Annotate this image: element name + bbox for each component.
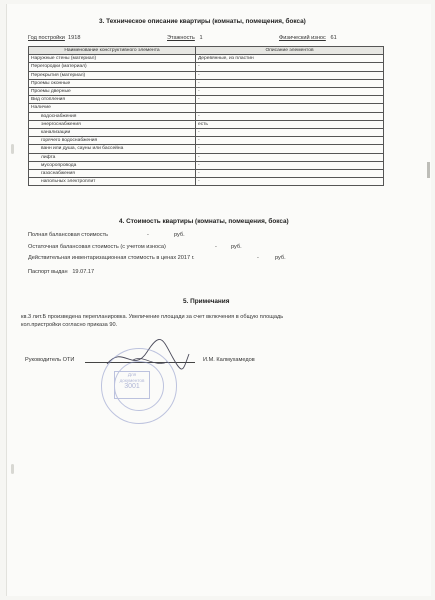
table-row: [29, 104, 384, 112]
element-name-cell: Наличие: [29, 104, 196, 112]
table-row: [29, 145, 384, 153]
element-description-cell: -: [196, 170, 384, 178]
table-row: [29, 178, 384, 186]
stamp-line-2: документов: [119, 378, 145, 383]
element-name-cell: горячего водоснабжения: [29, 137, 196, 145]
element-name-cell: энергоснабжения: [29, 120, 196, 128]
residual-label: Остаточная балансовая стоимость (с учетом износа): [28, 244, 166, 250]
issued-label: Паспорт выдан: [28, 269, 68, 275]
element-name-cell: мусоропровода: [29, 161, 196, 169]
element-name-cell: канализации: [29, 129, 196, 137]
table-row: [29, 63, 384, 71]
floors-field: [167, 35, 203, 41]
note-line-1: кв.3 лит.Б произведена перепланировка. Увеличение площади за счет включения в общую площадь: [21, 314, 284, 320]
element-name-cell: ванн или душа, сауны или бассейна: [29, 145, 196, 153]
element-name-cell: напольных электроплит: [29, 178, 196, 186]
table-row: [29, 96, 384, 104]
element-description-cell: -: [196, 71, 384, 79]
residual-value: -: [215, 244, 217, 250]
residual-unit: руб.: [231, 244, 242, 250]
table-row: [29, 153, 384, 161]
element-description-cell: -: [196, 96, 384, 104]
table-row: [29, 120, 384, 128]
element-description-cell: -: [196, 88, 384, 96]
inventory-unit: руб.: [275, 255, 286, 261]
year-value: 1918: [68, 35, 81, 41]
full-balance-label: Полная балансовая стоимость: [28, 232, 109, 238]
inventory-label: Действительная инвентаризационная стоимость в ценах 2017 г.: [28, 255, 195, 261]
binder-hole: [11, 144, 14, 154]
element-description-cell: -: [196, 161, 384, 169]
table-row: [29, 129, 384, 137]
edge-mark: [427, 162, 430, 178]
header-element: Наименование конструктивного элемента: [29, 47, 196, 55]
table-header-row: [29, 47, 384, 55]
table-row: [29, 79, 384, 87]
year-label: Год постройки: [28, 35, 65, 41]
signature-name: И.М. Калмухамедов: [203, 357, 255, 363]
full-balance-unit: руб.: [174, 232, 185, 238]
passport-issued: [28, 269, 94, 275]
element-description-cell: Деревянные, из пластин: [196, 55, 384, 63]
element-name-cell: Перекрытия (материал): [29, 71, 196, 79]
full-balance-value: -: [147, 232, 149, 238]
issued-date: 19.07.17: [72, 269, 95, 275]
table-row: [29, 55, 384, 63]
element-name-cell: Перегородки (материал): [29, 63, 196, 71]
element-description-cell: -: [196, 79, 384, 87]
element-name-cell: Наружные стены (материал): [29, 55, 196, 63]
stamp-box: [114, 371, 150, 399]
year-built-label: [28, 35, 80, 41]
element-name-cell: Проемы дверные: [29, 88, 196, 96]
section3-title: 3. Техническое описание квартиры (комнаты, помещения, бокса): [99, 18, 306, 25]
official-stamp: [101, 348, 177, 424]
wear-field: [279, 35, 337, 41]
table-row: [29, 137, 384, 145]
element-description-cell: -: [196, 153, 384, 161]
element-description-cell: -: [196, 63, 384, 71]
stamp-number: 3001: [124, 383, 140, 390]
table-row: [29, 88, 384, 96]
table-body: [29, 55, 384, 186]
element-description-cell: -: [196, 112, 384, 120]
element-name-cell: газоснабжения: [29, 170, 196, 178]
element-description-cell: -: [196, 178, 384, 186]
wear-label: Физический износ: [279, 35, 326, 41]
binder-hole: [11, 464, 14, 474]
header-description: Описание элементов: [196, 47, 384, 55]
element-name-cell: Вид отопления: [29, 96, 196, 104]
wear-value: 61: [330, 35, 337, 41]
element-description-cell: [196, 104, 384, 112]
element-name-cell: Проемы оконные: [29, 79, 196, 87]
inventory-value: -: [257, 255, 259, 261]
element-description-cell: есть: [196, 120, 384, 128]
table-row: [29, 170, 384, 178]
construction-elements-table: [28, 46, 384, 186]
signature-role: Руководитель ОТИ: [25, 357, 75, 363]
stamp-line-1: Для: [127, 372, 137, 377]
table-row: [29, 161, 384, 169]
floors-label: Этажность: [167, 35, 195, 41]
table-row: [29, 112, 384, 120]
section5-title: 5. Примечания: [183, 298, 230, 305]
element-description-cell: -: [196, 137, 384, 145]
element-name-cell: лифта: [29, 153, 196, 161]
element-description-cell: -: [196, 145, 384, 153]
table-row: [29, 71, 384, 79]
note-line-2: кол.пристройки согласно приказа 90.: [21, 322, 118, 328]
floors-value: 1: [199, 35, 203, 41]
element-name-cell: водоснабжения: [29, 112, 196, 120]
document-page: [6, 4, 431, 596]
element-description-cell: -: [196, 129, 384, 137]
section4-title: 4. Стоимость квартиры (комнаты, помещения, бокса): [119, 218, 289, 225]
